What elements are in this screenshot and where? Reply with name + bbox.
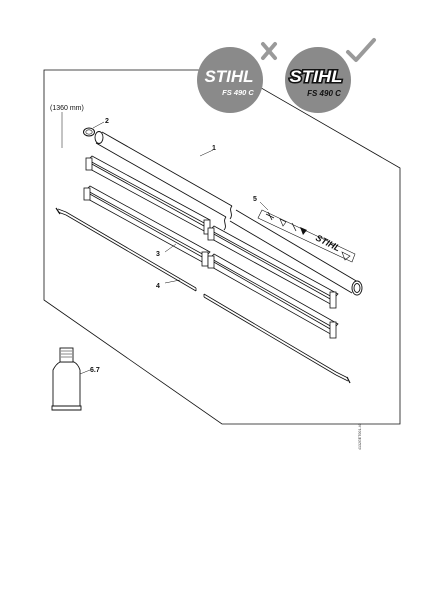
logo-model-text: FS 490 C bbox=[307, 89, 341, 98]
leader-line-2 bbox=[93, 122, 104, 128]
callout-5: 5 bbox=[253, 196, 257, 203]
logo-model-text: FS 490 C bbox=[222, 88, 254, 97]
decal-brand-text: STIHL bbox=[314, 232, 342, 254]
callout-4: 4 bbox=[156, 283, 160, 290]
checkmark-icon bbox=[348, 40, 374, 60]
logo-brand-text: STIHL bbox=[204, 67, 254, 86]
callout-3: 3 bbox=[156, 251, 160, 258]
drawing-reference: 4132GET001-40 bbox=[358, 423, 362, 450]
callout-1: 1 bbox=[212, 145, 216, 152]
cross-icon bbox=[263, 44, 275, 58]
dimension-note: (1360 mm) bbox=[50, 105, 84, 112]
callout-6-7: 6.7 bbox=[90, 367, 100, 374]
leader-line-3 bbox=[165, 244, 176, 252]
logo-brand-text: STIHL bbox=[289, 66, 343, 86]
grease-tube-part bbox=[52, 348, 81, 410]
leader-line-4 bbox=[165, 280, 180, 283]
leader-line-6-7 bbox=[80, 370, 90, 374]
logo-correct bbox=[285, 40, 374, 113]
bearing-liner-part bbox=[84, 156, 338, 338]
callout-2: 2 bbox=[105, 118, 109, 125]
ring-part bbox=[84, 128, 95, 136]
leader-line-5 bbox=[260, 202, 268, 210]
logo-incorrect bbox=[197, 44, 275, 113]
decal-part bbox=[258, 210, 355, 262]
